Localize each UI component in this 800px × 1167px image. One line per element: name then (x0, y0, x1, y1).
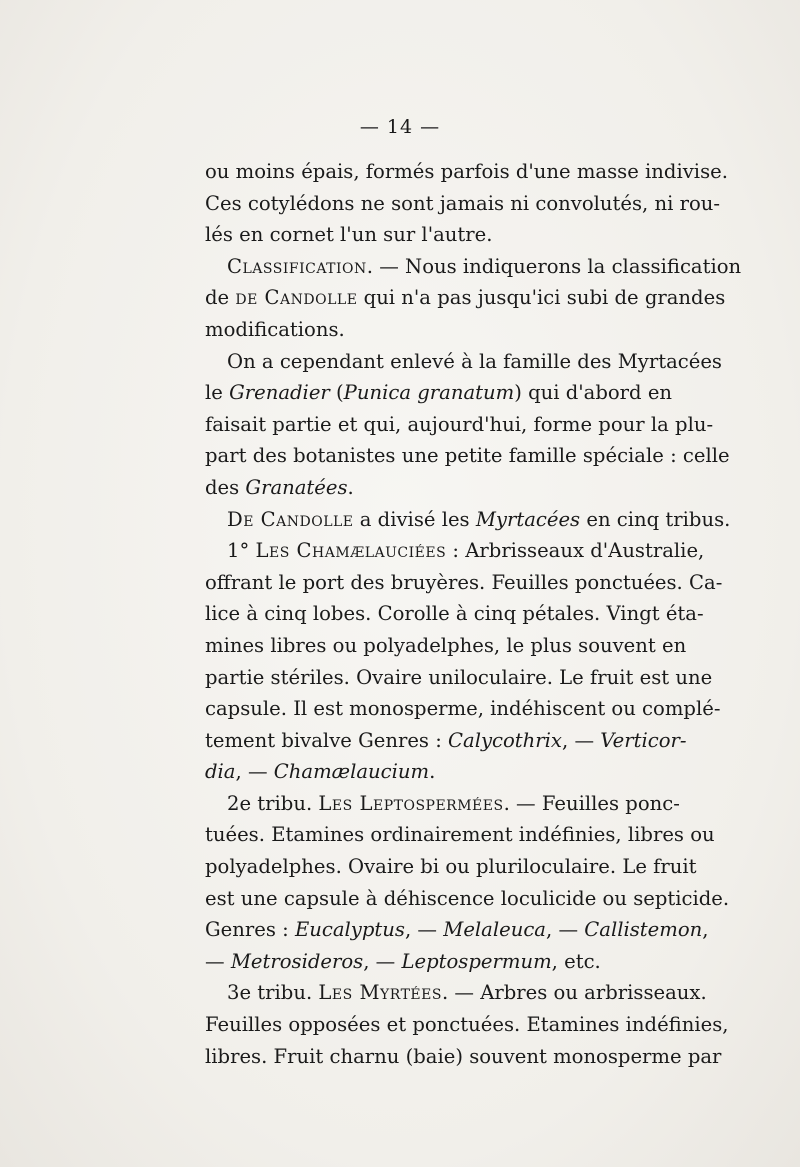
text-line (205, 851, 697, 883)
text-run: de (205, 286, 236, 310)
text-run: — (205, 949, 231, 973)
small-caps-term: Les Leptospermées (318, 791, 504, 815)
italic-term: Leptospermum (401, 949, 552, 973)
text-line (205, 314, 654, 346)
text-line (205, 535, 705, 567)
small-caps-term: de Candolle (235, 286, 358, 310)
text-run: faisait partie et qui, aujourd'hui, forme pour la plu- (205, 412, 714, 436)
text-run: , — (546, 918, 585, 942)
text-line (205, 440, 730, 472)
text-line (205, 1009, 729, 1041)
text-run: ( (329, 381, 344, 405)
text-run: , — (363, 949, 402, 973)
text-run: le (205, 381, 230, 405)
text-run: . — Nous indiquerons la classification (366, 254, 742, 278)
text-line (205, 156, 728, 188)
text-run: Genres : (205, 918, 295, 942)
page-number: — 14 — (359, 116, 441, 138)
text-run: , — (235, 760, 274, 784)
text-line (205, 977, 707, 1009)
small-caps-term: Les Myrtées (318, 981, 442, 1005)
text-run: capsule. Il est monosperme, indéhiscent ou complé- (205, 697, 721, 721)
text-run: polyadelphes. Ovaire bi ou pluriloculaire. Le fruit (205, 855, 697, 879)
text-run: en cinq tribus. (580, 507, 731, 531)
text-run: qui n'a pas jusqu'ici subi de grandes (357, 286, 726, 310)
text-line (205, 883, 730, 915)
text-line (205, 662, 713, 694)
text-run: On a cependant enlevé à la famille des Myrtacées (227, 349, 722, 373)
text-line (205, 472, 654, 504)
italic-term: Eucalyptus (294, 918, 405, 942)
text-line (205, 914, 709, 946)
text-run: lés en cornet l'un sur l'autre. (205, 223, 493, 247)
text-line (205, 946, 654, 978)
italic-term: Punica granatum (343, 381, 515, 405)
italic-term: Myrtacées (475, 507, 581, 531)
text-line (205, 282, 726, 314)
text-run: . (429, 760, 436, 784)
text-line (205, 567, 723, 599)
text-run: Ces cotylédons ne sont jamais ni convolutés, ni rou- (205, 191, 721, 215)
text-line (205, 377, 673, 409)
text-line (205, 1041, 722, 1073)
text-run: , (702, 918, 709, 942)
text-line (205, 693, 721, 725)
small-caps-term: Classification (227, 254, 367, 278)
body-text (205, 156, 742, 1072)
text-run: ) qui d'abord en (514, 381, 673, 405)
text-line (205, 788, 680, 820)
text-run: . — Arbres ou arbrisseaux. (441, 981, 707, 1005)
text-run: est une capsule à déhiscence loculicide ou septicide. (205, 886, 730, 910)
text-run: 1° (227, 539, 256, 563)
italic-term: dia (205, 760, 236, 784)
text-line (205, 346, 722, 378)
text-run: 3e tribu. (227, 981, 319, 1005)
small-caps-term: Les Chamælauciées (255, 539, 447, 563)
text-line (205, 504, 731, 536)
text-run: : Arbrisseaux d'Australie, (446, 539, 705, 563)
text-line (205, 188, 721, 220)
text-run: , — (562, 728, 601, 752)
text-run: . — Feuilles ponc- (503, 791, 680, 815)
text-run: tuées. Etamines ordinairement indéfinies, libres ou (205, 823, 715, 847)
text-run: tement bivalve Genres : (205, 728, 449, 752)
italic-term: Chamælaucium (273, 760, 430, 784)
text-run: lice à cinq lobes. Corolle à cinq pétales. Vingt éta- (205, 602, 704, 626)
text-line (205, 725, 687, 757)
text-line (205, 251, 742, 283)
text-line (205, 219, 654, 251)
text-line (205, 630, 687, 662)
text-run: , — (404, 918, 444, 942)
text-run: modifications. (205, 317, 345, 341)
text-run: libres. Fruit charnu (baie) souvent monosperme par (205, 1044, 722, 1068)
text-run: 2e tribu. (227, 791, 319, 815)
text-run: partie stériles. Ovaire uniloculaire. Le fruit est une (205, 665, 713, 689)
italic-term: Callistemon (584, 918, 703, 942)
text-run: Feuilles opposées et ponctuées. Etamines indéfinies, (205, 1013, 729, 1037)
text-run: offrant le port des bruyères. Feuilles ponctuées. Ca- (205, 570, 723, 594)
italic-term: Melaleuca (443, 918, 546, 942)
text-run: . (347, 475, 354, 499)
text-line (205, 819, 715, 851)
italic-term: Grenadier (229, 381, 330, 405)
italic-term: Metrosideros (230, 949, 364, 973)
text-run: ou moins épais, formés parfois d'une masse indivise. (205, 160, 728, 183)
text-line (205, 756, 654, 788)
italic-term: Granatées (245, 475, 348, 499)
text-run: des (205, 475, 246, 499)
small-caps-term: De Candolle (227, 507, 354, 531)
text-run: part des botanistes une petite famille spéciale : celle (205, 444, 730, 468)
text-line (205, 409, 714, 441)
text-run: a divisé les (353, 507, 476, 531)
text-line (205, 598, 704, 630)
italic-term: Verticor- (600, 728, 687, 752)
text-run: mines libres ou polyadelphes, le plus souvent en (205, 633, 687, 657)
text-run: , etc. (551, 949, 601, 973)
italic-term: Calycothrix (448, 728, 562, 752)
